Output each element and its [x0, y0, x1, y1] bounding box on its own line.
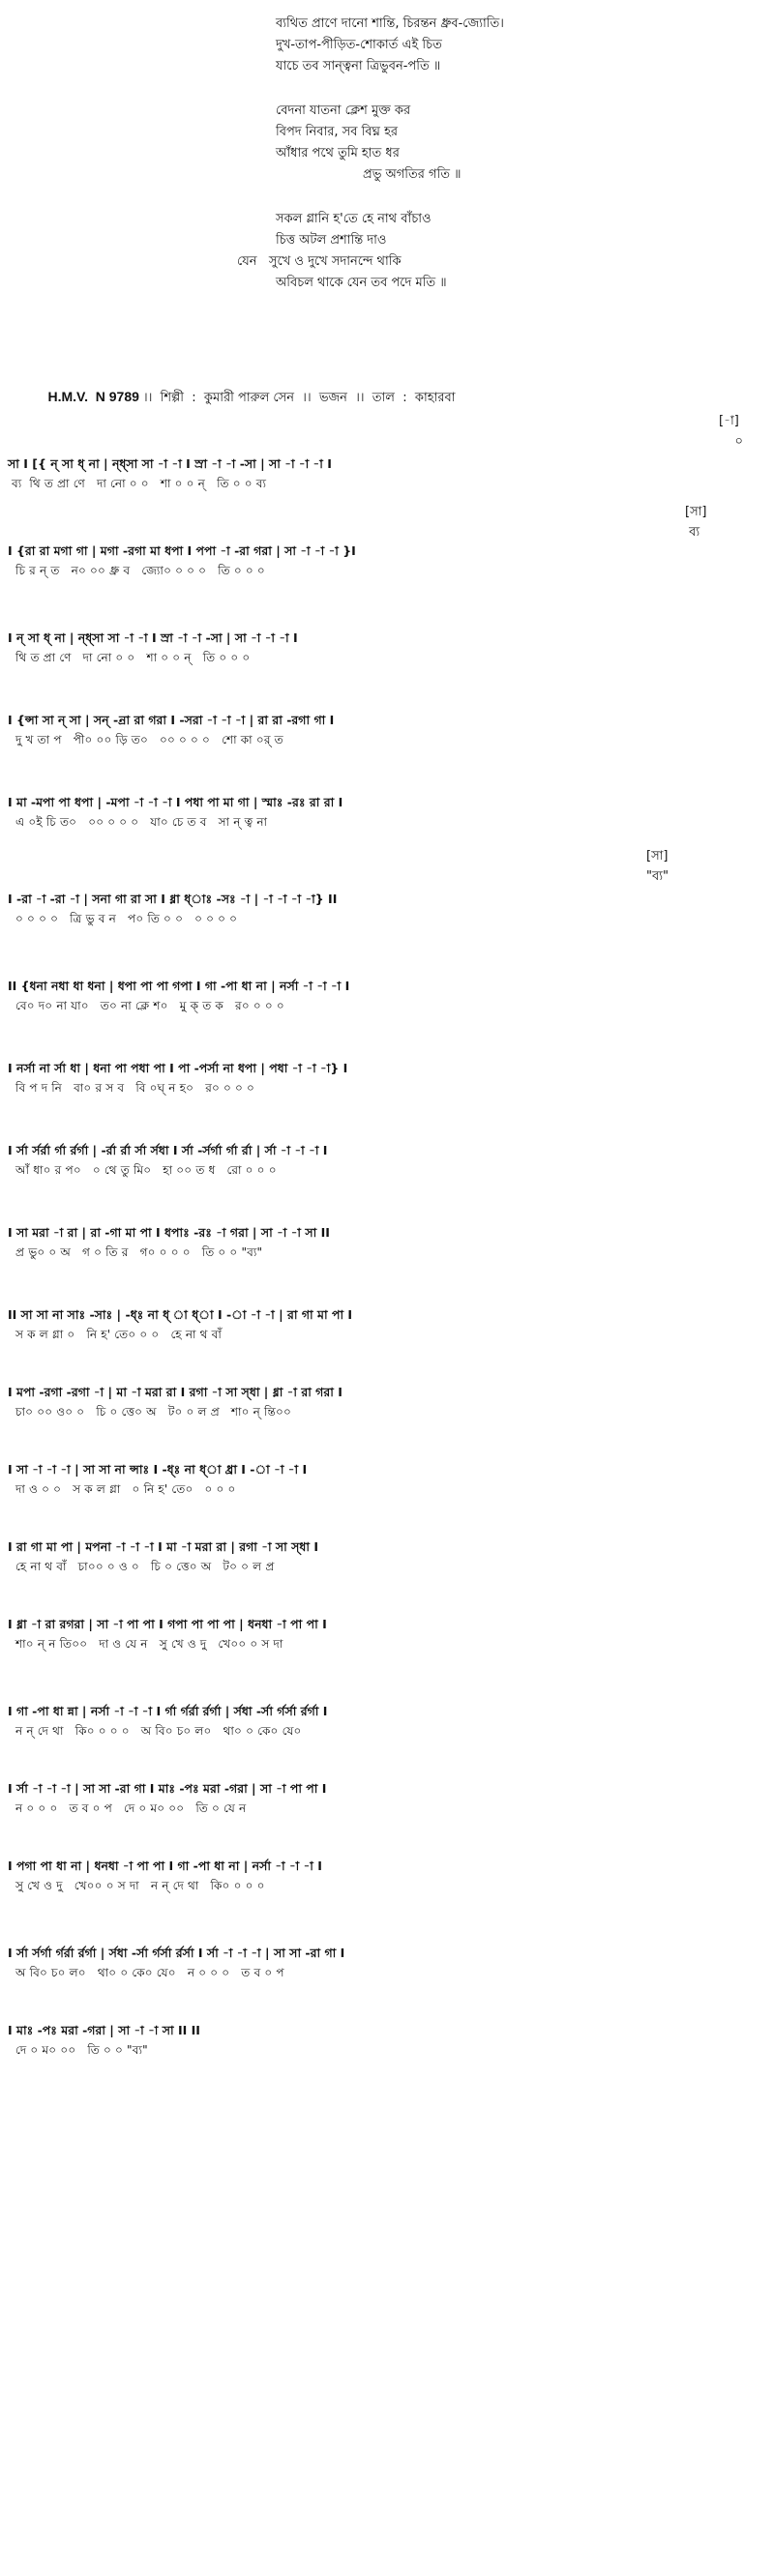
poem-stanza-1: [276, 14, 682, 77]
notation-line: II সা সা না সাঃ -সাঃ | -ধ্ঃ না ধ্ া ধ্া I -া -া -া | রা গা মা পা I: [8, 1307, 353, 1322]
notation-system: [8, 977, 762, 1015]
notation-line: I নর্সা না র্সা ধা | ধনা পা পধা পা I পা -পর্সা না ধপা | পধা -া -া -া} I: [8, 1061, 348, 1075]
poem-line: অবিচল থাকে যেন তব পদে মতি ॥: [276, 276, 447, 290]
notation-line: I মপা -রগা -রগা -া | মা -া মরা রা I রগা -া সা স্ধা | ধ্না -া রা গরা I: [8, 1385, 342, 1399]
lyric-syllables-line: সু খে ও দু খে০০ ০ স দা ন ন্ দে থা কি০ ০ ০ ০: [8, 1879, 265, 1892]
notation-line: I সা মরা -া রা | রা -গা মা পা I ধপাঃ -রঃ -া গরা | সা -া -া সা II: [8, 1225, 330, 1240]
notation-system: [8, 1537, 762, 1576]
lyric-syllables-line: ব্য থি ত প্রা ণে দা নো ০ ০ শা ০ ০ ন্ তি ০ ০ ব্য: [8, 477, 267, 490]
notation-line: I মা -মপা পা ধপা | -মপা -া -া -া I পধা পা মা গা | স্মাঃ -রঃ রা রা I: [8, 795, 343, 809]
notation-line: I ন্ সা ধ্ না | ন্ধ্সা সা -া -া I স্রা -া -া -সা | সা -া -া -া I: [8, 630, 298, 645]
lyric-syllables-line: এ ০ই চি ত০ ০০ ০ ০ ০ যা০ চে ত ব সা ন্ ত্ব না: [8, 815, 268, 829]
notation-system: [8, 1702, 762, 1741]
notation-line: I গা -পা ধা ন্না | নর্সা -া -া -া I র্গা র্গর্রা র্রর্গা | র্সধা -র্সা র্গর্সা র্রর্গা I: [8, 1704, 328, 1718]
record-number: H.M.V. N 9789: [47, 389, 139, 404]
lyric-syllables-line: প্র ভু০ ০ অ গ ০ তি র গ০ ০ ০ ০ তি ০ ০ "ব্য": [8, 1245, 263, 1259]
notation-line: I র্সা -া -া -া | সা সা -রা গা I মাঃ -পঃ মরা -গরা | সা -া পা পা I: [8, 1781, 327, 1796]
lyric-syllables-line: ন ন্ দে থা কি০ ০ ০ ০ অ বি০ চ০ ল০ থা০ ০ কে০ যে০: [8, 1724, 302, 1738]
notation-system: [8, 629, 762, 667]
section-marker: [-া] ০: [719, 414, 743, 449]
lyric-syllables-line: চি র ন্ ত ন০ ০০ ধ্রু ব জ্যো০ ০ ০ ০ তি ০ ০ ০: [8, 564, 265, 577]
notation-system: [8, 1305, 762, 1344]
poem-line: বিপদ নিবার, সব বিঘ্ন হর: [276, 125, 399, 139]
lyric-syllables-line: দা ও ০ ০ স ক ল গ্লা ০ নি হ' তে০ ০ ০ ০: [8, 1482, 236, 1496]
notation-line: I র্সা র্সর্গা র্গর্রা র্রর্গা | র্সধা -র্সা র্গর্সা র্রর্সা I র্সা -া -া -া | সা সা -রা গা I: [8, 1946, 345, 1960]
notation-line: সা I [{ ন্ সা ধ্ না | ন্ধ্সা সা -া -া I স্রা -া -া -সা | সা -া -া -া I: [8, 456, 332, 471]
lyrics-poem: [237, 14, 682, 317]
poem-line: চিত্ত অটল প্রশান্তি দাও: [276, 233, 387, 248]
poem-stanza-3: [237, 209, 682, 294]
poem-line: সকল গ্লানি হ'তে হে নাথ বাঁচাও: [276, 212, 432, 226]
notation-system: [8, 849, 762, 928]
notation-line: I র্সা র্সর্রা র্গা র্রর্গা | -র্রা র্রা র্সা র্সধা I র্সা -র্সর্গা র্গা র্রা | র্সা -া -া -া I: [8, 1143, 328, 1157]
section-marker: [সা] "ব্য": [646, 849, 669, 884]
notation-line: I ধ্না -া রা রগরা | সা -া পা পা I গপা পা পা পা | ধনধা -া পা পা I: [8, 1617, 327, 1631]
lyric-syllables-line: স ক ল গ্লা ০ নি হ' তে০ ০ ০ হে না থ বাঁ: [8, 1328, 223, 1341]
record-info-line: [29, 373, 456, 424]
notation-system: [8, 711, 762, 749]
notation-line: I মাঃ -পঃ মরা -গরা | সা -া -া সা II II: [8, 2023, 200, 2037]
notation-system: [8, 1944, 762, 1982]
notation-system: [8, 793, 762, 832]
notation-line: I পগা পা ধা না | ধনধা -া পা পা I গা -পা ধা না | নর্সা -া -া -া I: [8, 1859, 322, 1873]
notation-line: II {ধনা নধা ধা ধনা | ধপা পা পা গপা I গা -পা ধা না | নর্সা -া -া -া I: [8, 979, 350, 993]
section-marker: [সা] ব্য: [685, 505, 707, 540]
notation-system: [8, 1059, 762, 1098]
notation-system: [8, 1141, 762, 1180]
lyric-syllables-line: শা০ ন্ ন তি০০ দা ও যে ন সু খে ও দু খে০০ ০ স দা: [8, 1637, 283, 1651]
notation-line: I {রা রা মগা গা | মগা -রগা মা ধপা I পপা -া -রা গরা | সা -া -া -া }I: [8, 543, 356, 558]
lyric-syllables-line: দু খ তা প পী০ ০০ ড়ি ত০ ০০ ০ ০ ০ শো কা ০র্ ত: [8, 733, 283, 746]
poem-line: আঁধার পথে তুমি হাত ধর: [276, 146, 400, 161]
lyric-syllables-line: অ বি০ চ০ ল০ থা০ ০ কে০ যে০ ন ০ ০ ০ ত ব ০ প: [8, 1966, 284, 1979]
lyric-syllables-line: ন ০ ০ ০ ত ব ০ প দে ০ ম০ ০০ তি ০ যে ন: [8, 1801, 247, 1815]
notation-system: [8, 1383, 762, 1421]
notation-system: [8, 1223, 762, 1262]
poem-line: বেদনা যাতনা ক্লেশ মুক্ত কর: [276, 103, 411, 118]
record-details: ।। শিল্পী : কুমারী পারুল সেন ।। ভজন ।। তাল : কাহারবা: [138, 391, 456, 405]
notation-system: [8, 505, 762, 580]
notation-system: [8, 1460, 762, 1499]
lyric-syllables-line: হে না থ বাঁ চা০০ ০ ও ০ চি ০ ত্তে০ অ ট০ ০ ল প্র: [8, 1560, 275, 1573]
notation-system: [8, 1779, 762, 1818]
poem-stanza-2: [276, 101, 682, 186]
poem-line: দুখ-তাপ-পীড়িত-শোকার্ত এই চিত: [276, 38, 442, 52]
lyric-syllables-line: বে০ দ০ না যা০ ত০ না ক্লে শ০ মু ক্ ত ক র০ ০ ০ ০: [8, 999, 284, 1012]
poem-line: যাচে তব সান্ত্বনা ত্রিভুবন-পতি ॥: [276, 59, 441, 73]
notation-system: [8, 1615, 762, 1654]
poem-line: প্রভু অগতির গতি ॥: [363, 167, 461, 182]
notation-line: I -রা -া -রা -া | সনা গা রা সা I ধ্না ধ্াঃ -সঃ -া | -া -া -া -া} II: [8, 892, 338, 906]
poem-line: ব্যথিত প্রাণে দানো শান্তি, চিরন্তন ধ্রুব-জ্যোতি।: [276, 16, 504, 31]
lyric-syllables-line: চা০ ০০ ও০ ০ চি ০ ত্তে০ অ ট০ ০ ল প্র শা০ ন্ ন্তি০০: [8, 1405, 291, 1419]
notation-line: I রা গা মা পা | মপনা -া -া -া I মা -া মরা রা | রগা -া সা স্ধা I: [8, 1539, 319, 1554]
lyric-syllables-line: দে ০ ম০ ০০ তি ০ ০ "ব্য": [8, 2043, 148, 2057]
notation-system: [8, 414, 762, 493]
poem-line: যেন সুখে ও দুখে সদানন্দে থাকি: [237, 254, 402, 269]
lyric-syllables-line: আঁ ধা০ র প০ ০ থে তু মি০ হা ০০ ত ধ রো ০ ০ ০: [8, 1163, 277, 1177]
notation-system: [8, 2021, 762, 2060]
notation-line: I {ন্সা সা ন্ সা | সন্ -ন্রা রা গরা I -সরা -া -া -া | রা রা -রগা গা I: [8, 713, 335, 727]
lyric-syllables-line: বি প দ নি বা০ র স ব বি ০ঘ্ ন হ০ র০ ০ ০ ০: [8, 1081, 255, 1095]
lyric-syllables-line: ০ ০ ০ ০ ত্রি ভু ব ন প০ তি ০ ০ ০ ০ ০ ০: [8, 912, 238, 925]
lyric-syllables-line: থি ত প্রা ণে দা নো ০ ০ শা ০ ০ ন্ তি ০ ০ ০: [8, 651, 251, 664]
notation-line: I সা -া -া -া | সা সা না ন্সাঃ I -ধ্ঃ না ধ্া ধ্রা I -া -া -া I: [8, 1462, 308, 1477]
notation-system: [8, 1857, 762, 1895]
